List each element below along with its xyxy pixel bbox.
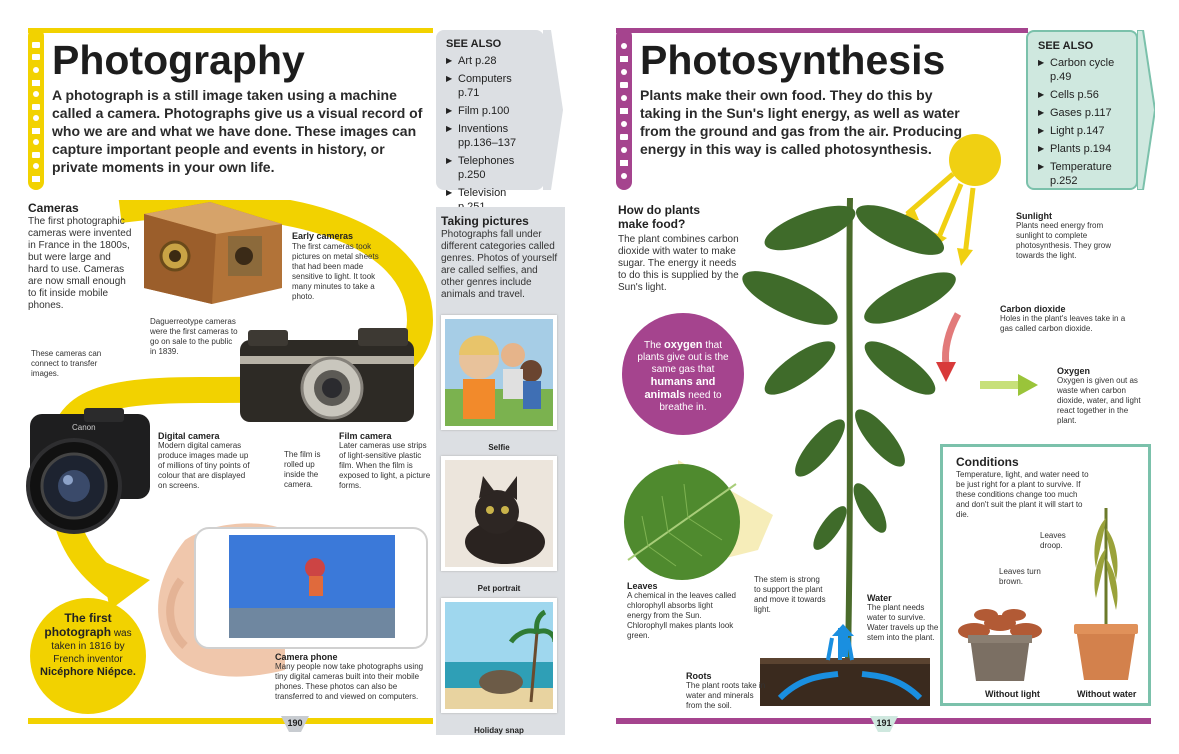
cameras-text: The first photographic cameras were invented in France in the 1800s, but were large and hard to use. Cameras are now small enough to fit inside mobile phones.	[28, 216, 132, 311]
icon-spine	[28, 28, 44, 190]
see-also-link[interactable]: ▶ Carbon cycle p.49	[1038, 56, 1126, 84]
see-also-heading: SEE ALSO	[1038, 40, 1094, 52]
film-camera-image	[238, 326, 418, 426]
stem-caption: The stem is strong to support the plant and move it towards light.	[754, 575, 826, 614]
how-heading: How do plants make food?	[618, 203, 700, 231]
camera-phone-heading: Camera phone	[275, 652, 338, 662]
water-heading: Water	[867, 593, 892, 603]
see-also-heading: SEE ALSO	[446, 38, 502, 50]
film-camera-heading: Film camera	[339, 431, 392, 441]
oxygen-bubble: The oxygen that plants give out is the same gas that humans and animals need to breathe in.	[622, 313, 744, 435]
sunlight-heading: Sunlight	[1016, 211, 1052, 221]
conditions-text: Temperature, light, and water need to be just right for a plant to survive. If these conditions change too much and don't suit the plant it will start to die.	[956, 470, 1089, 519]
film-rolled-caption: The film is rolled up inside the camera.	[284, 450, 321, 489]
see-also-box	[436, 30, 544, 199]
leaves-heading: Leaves	[627, 581, 658, 591]
see-also-link[interactable]: ▶ Temperature p.252	[1038, 160, 1126, 188]
first-photo-inventor: Nicéphore Niépce.	[40, 666, 136, 678]
svg-text:Canon: Canon	[72, 423, 96, 432]
see-also-link[interactable]: ▶ Cells p.56	[1038, 88, 1126, 102]
without-water-plant-image	[1066, 488, 1146, 686]
without-light-plant-image	[950, 585, 1050, 685]
see-also-arrow-tab	[1137, 30, 1155, 190]
page-number: 191	[870, 716, 898, 734]
conditions-heading: Conditions	[956, 455, 1019, 469]
pet-portrait-caption: Pet portrait	[477, 584, 521, 593]
without-light-label: Without light	[985, 689, 1040, 699]
digital-camera-heading: Digital camera	[158, 431, 220, 441]
oxygen-heading: Oxygen	[1057, 366, 1091, 376]
top-rule	[28, 28, 433, 33]
selfie-caption: Selfie	[488, 443, 510, 452]
see-also-link[interactable]: ▶ Gases p.117	[1038, 106, 1126, 120]
roots-heading: Roots	[686, 671, 712, 681]
holiday-snap-caption: Holiday snap	[474, 726, 524, 735]
pet-portrait-photo	[441, 456, 557, 571]
carbon-dioxide-heading: Carbon dioxide	[1000, 304, 1066, 314]
early-cameras-text: The first cameras took pictures on metal sheets that had been made sensitive to light. It took many minutes to take a photo.	[292, 242, 379, 301]
first-photo-text: was taken in 1816 by French inventor	[51, 628, 132, 665]
first-photo-highlight: The first photograph	[44, 611, 112, 639]
intro-text: Plants make their own food. They do this by taking in the Sun's light energy, as well as water from the ground and gas from the air. Producing energy in this way is called photosynthesis.	[640, 87, 963, 157]
see-also-link[interactable]: ▶ Light p.147	[1038, 124, 1126, 138]
see-also-link[interactable]: ▶ Television	[446, 186, 534, 214]
humans-animals-highlight: humans and animals	[644, 376, 716, 401]
top-rule	[616, 28, 1028, 33]
see-also-link[interactable]: ▶ Plants p.194	[1038, 142, 1126, 156]
early-cameras-heading: Early cameras	[292, 231, 354, 241]
leaves-droop-caption: Leaves droop.	[1040, 531, 1066, 550]
see-also-link[interactable]: ▶ Inventions pp.136–137	[446, 122, 534, 150]
first-photograph-bubble	[30, 598, 146, 714]
carbon-dioxide-text: Holes in the plant's leaves take in a gas called carbon dioxide.	[1000, 314, 1126, 333]
icon-spine	[616, 28, 632, 190]
right-page	[590, 0, 1179, 754]
leaves-brown-caption: Leaves turn brown.	[999, 567, 1041, 586]
daguerreotype-caption: Daguerreotype cameras were the first cameras to go on sale to the public in 1839.	[150, 317, 238, 356]
leaf-closeup-image	[618, 460, 778, 585]
see-also-link[interactable]: ▶ Telephones p.250	[446, 154, 534, 182]
selfie-photo	[441, 315, 557, 430]
see-also-link[interactable]: ▶ Film p.100	[446, 104, 534, 118]
sunlight-text: Plants need energy from sunlight to complete photosynthesis. They grow towards the light.	[1016, 221, 1112, 260]
page-number: 190	[281, 716, 309, 734]
taking-pictures-text: Photographs fall under different categories called genres. Photos of yourself are called selfies, and other genres include animals and travel.	[441, 229, 558, 300]
page-title: Photosynthesis	[640, 37, 946, 83]
oxygen-text: Oxygen is given out as waste when carbon dioxide, water, and light react together in the plant.	[1057, 376, 1141, 425]
see-also-box	[1026, 30, 1138, 190]
camera-phone-text: Many people now take photographs using tiny digital cameras built into their mobile phones. These photos can also be transferred to and viewed on computers.	[275, 662, 424, 701]
leaves-text: A chemical in the leaves called chlorophyll absorbs light energy from the Sun. Chlorophyll makes plants look green.	[627, 591, 736, 640]
taking-pictures-heading: Taking pictures	[441, 214, 529, 228]
film-camera-text: Later cameras use strips of light-sensitive plastic film. When the film is exposed to light, a picture forms.	[339, 441, 431, 490]
without-water-label: Without water	[1077, 689, 1137, 699]
roots-text: The plant roots take in water and minerals from the soil.	[686, 681, 766, 710]
intro-text: A photograph is a still image taken using a machine called a camera. Photographs give us a visual record of who we are and what we have done. These images can capture important people and events in history, or private moments in your own life.	[52, 87, 423, 175]
holiday-snap-photo	[441, 598, 557, 713]
page-title: Photography	[52, 37, 305, 83]
see-also-arrow-tab	[543, 30, 563, 190]
how-text: The plant combines carbon dioxide with water to make sugar. The energy it needs to do this is supplied by the Sun's light.	[618, 234, 739, 293]
digital-camera-text: Modern digital cameras produce images made up of millions of tiny points of colour that are displayed on screens.	[158, 441, 250, 490]
daguerreotype-camera-image	[140, 196, 285, 306]
connect-caption: These cameras can connect to transfer images.	[31, 349, 102, 378]
see-also-link[interactable]: ▶ Art p.28	[446, 54, 534, 68]
bottom-rule	[28, 718, 433, 724]
cameras-heading: Cameras	[28, 201, 79, 215]
water-text: The plant needs water to survive. Water travels up the stem into the plant.	[867, 603, 939, 642]
oxygen-highlight: oxygen	[664, 339, 703, 351]
see-also-link[interactable]: ▶ Computers p.71	[446, 72, 534, 100]
